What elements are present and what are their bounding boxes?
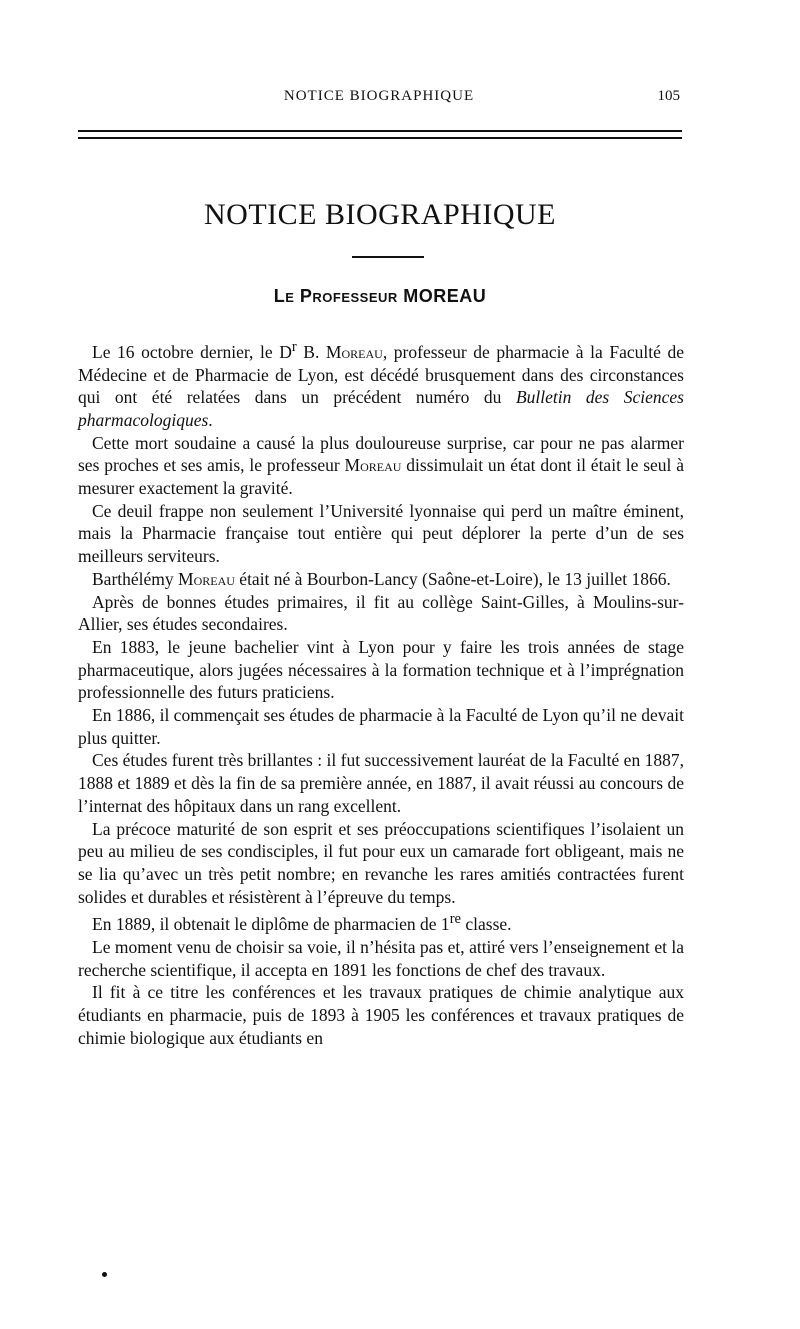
header-rule-thin <box>78 137 682 139</box>
page-number: 105 <box>657 88 680 104</box>
paragraph-1: Le 16 octobre dernier, le $D^r$ B. Moreau, professeur de pharmacie à la Faculté de Médecine et de Pharmacie de Lyon, est décédé brusquement dans des circonstances qui ont été relatées dans un précédent numéro du Bulletin des Sciences pharmacologiques. <box>78 339 684 430</box>
paragraph-5: Après de bonnes études primaires, il fit au collège Saint-Gilles, à Moulins-sur-Allier, ses études secondaires. <box>78 591 684 635</box>
paragraph-4: Barthélémy Moreau était né à Bourbon-Lancy (Saône-et-Loire), le 13 juillet 1866. <box>92 568 671 589</box>
paragraph-3: Ce deuil frappe non seulement l’Université lyonnaise qui perd un maître éminent, mais la Pharmacie française tout entière qui peut déplorer la perte d’un de ses meilleurs serviteurs. <box>78 500 684 567</box>
running-head-title: NOTICE BIOGRAPHIQUE <box>283 88 475 104</box>
paragraph-11: Le moment venu de choisir sa voie, il n’hésita pas et, attiré vers l’enseignement et la recherche scientifique, il accepta en 1891 les fonctions de chef des travaux. <box>78 936 684 980</box>
running-head <box>78 88 680 112</box>
paragraph-9: La précoce maturité de son esprit et ses préoccupations scientifiques l’isolaient un peu au milieu de ses condisciples, il fut pour eux un camarade fort obligeant, mais ne se lia qu’avec un très petit nombre; en revanche les rares amitiés contractées furent solides et durables et résistèrent à l’épreuve du temps. <box>78 818 684 907</box>
paragraph-8: Ces études furent très brillantes : il fut successivement lauréat de la Faculté en 1887, 1888 et 1889 et dès la fin de sa première année, en 1887, il avait réussi au concours de l’internat des hôpitaux dans un rang excellent. <box>78 750 684 816</box>
paragraph-12: Il fit à ce titre les conférences et les travaux pratiques de chimie analytique aux étudiants en pharmacie, puis de 1893 à 1905 les conférences et travaux pratiques de chimie biologique aux étudiants en <box>78 982 684 1048</box>
article-subtitle: Le Professeur MOREAU <box>273 286 487 306</box>
bullet-mark <box>102 1272 107 1277</box>
page-title: NOTICE BIOGRAPHIQUE <box>204 198 556 231</box>
header-rule-thick <box>78 130 682 132</box>
paragraph-10: En 1889, il obtenait le diplôme de pharmacien de 1re classe. <box>92 911 512 935</box>
article-body <box>78 336 684 1049</box>
paragraph-2: Cette mort soudaine a causé la plus douloureuse surprise, car pour ne pas alarmer ses proches et ses amis, le professeur Moreau dissimulait un état dont il était le seul à mesurer exactement la gravité. <box>78 432 684 499</box>
title-divider <box>352 256 424 258</box>
paragraph-7: En 1886, il commençait ses études de pharmacie à la Faculté de Lyon qu’il ne devait plus quitter. <box>78 705 684 748</box>
paragraph-6: En 1883, le jeune bachelier vint à Lyon pour y faire les trois années de stage pharmaceutique, alors jugées nécessaires à la formation technique et à l’imprégnation professionnelle des futurs praticiens. <box>78 636 684 703</box>
